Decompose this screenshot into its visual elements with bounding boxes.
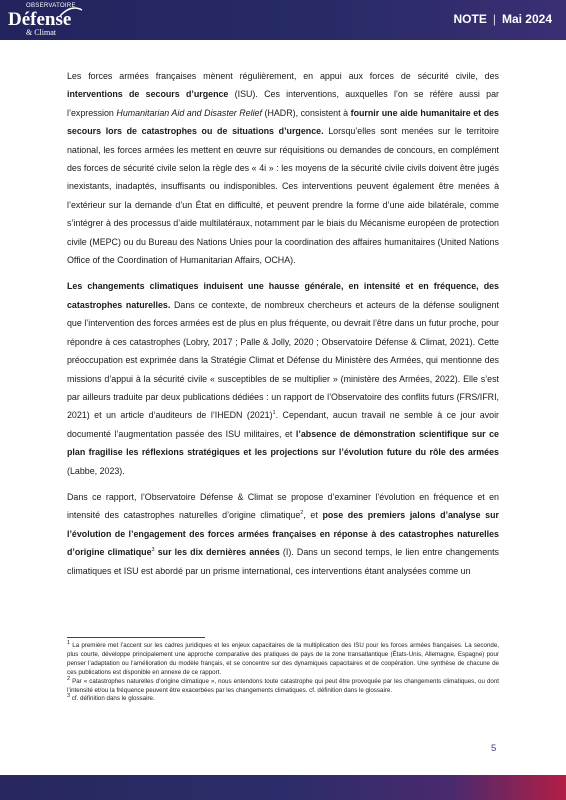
logo-observatoire-text: OBSERVATOIRE (26, 3, 76, 9)
footnote-ref-3[interactable]: 3 (151, 547, 155, 554)
footnote-1 (67, 639, 499, 678)
p2-bold-2: l’absence de démonstration scientifique sur ce plan fragilise les réflexions stratégiques et les projections sur l’évolution future du rôle des armées (67, 428, 499, 458)
paragraph-2 (67, 277, 499, 479)
p1-italic-1: Humanitarian Aid and Disaster Relief (116, 107, 262, 118)
p1-text-1: Les forces armées françaises mènent régulièrement, en appui aux forces de sécurité civile, des (67, 71, 499, 81)
page-footer-band (0, 775, 566, 800)
logo-swoosh-icon (59, 6, 83, 18)
p2-bold-1: Les changements climatiques induisent une hausse générale, en intensité et en fréquence, des catastrophes naturelles. (67, 281, 499, 310)
p3-bold-1: pose des premiers jalons d’analyse sur l’évolution de l’engagement des forces armées françaises en réponse à des catastrophes naturelles d’origine climatique (67, 510, 499, 558)
page-header (0, 0, 566, 40)
p3-text-3: (I). Dans un second temps, le lien entre changements climatiques et ISU est abordé par un prisme international, ces interventions étant analysées comme un (67, 547, 499, 576)
p2-text-3: (Labbe, 2023). (67, 465, 125, 476)
doc-type: NOTE (453, 12, 487, 26)
p1-text-3: (HADR), consistent à (261, 107, 351, 118)
page-number: 5 (491, 743, 497, 754)
footnote-text: cf. définition dans le glossaire. (70, 695, 155, 703)
logo-climat-text: & Climat (26, 28, 56, 37)
p2-text-1: Dans ce contexte, de nombreux chercheurs et acteurs de la défense soulignent que l’intervention des forces armées est de plus en plus fréquente, ou devrait l’être dans un futur proche, pour répondre à ces catastrophes (Lobry, 2017 ; Palle & Jolly, 2020 ; Observatoire Défense & Climat, 2021). Cette préoccupation est exprimée dans la Stratégie Climat et Défense du Ministère des Armées, qui mentionne des missions d’appui à la sécurité civile « susceptibles de se multiplier » (ministère des Armées, 2022). Elle s’est par ailleurs traduite par deux publications dédiées : un rapport de l’Observatoire des conflits futurs (FRS/IFRI, 2021) et un article d’auditeurs de l’IHEDN (2021) (67, 299, 500, 421)
footnote-divider (67, 637, 205, 638)
p1-bold-2: fournir une aide humanitaire et des secours lors de catastrophes ou de situations d’urgence. (67, 107, 499, 137)
footnote-text: Par « catastrophes naturelles d’origine climatique », nous entendons toute catastrophe qui peut être provoquée par les changements climatiques, ou dont l’intensité et/ou la fréquence peuvent être exacerbées par les changements climatiques. cf. définition dans le glossaire. (67, 677, 499, 694)
paragraph-3 (67, 488, 499, 580)
p1-text-4: Lorsqu’elles sont menées sur le territoire national, les forces armées les mettent en œuvre sur réquisitions ou demandes de concours, en complément des forces de sécurité civile selon la règle des « 4i » : les moyens de la sécurité civile civils doivent être jugés inexistants, inadaptés, insuffisants ou indisponibles. Ces interventions peuvent également être menées à l’extérieur sur la demande d’un État en difficulté, et peuvent prendre la forme d’une aide bilatérale, comme s’intégrer à des processus d’aide multilatéraux, notamment par le biais du Mécanisme européen de protection civile (MEPC) ou du Bureau des Nations Unies pour la coordination des affaires humanitaires (United Nations Office of the Coordination of Humanitarian Affairs, OCHA). (67, 126, 499, 266)
footnote-number: 3 (67, 693, 71, 700)
footnote-number: 1 (67, 639, 71, 646)
header-separator: | (492, 12, 496, 26)
p1-text-2: (ISU). Ces interventions, auxquelles l’on se réfère aussi par l’expression (67, 89, 499, 118)
paragraph-1 (67, 67, 499, 269)
footnote-3 (67, 695, 499, 704)
p1-bold-1: interventions de secours d’urgence (67, 89, 229, 100)
p3-bold-2: sur les dix dernières années (154, 547, 280, 558)
footnote-text: La première met l’accent sur les cadres juridiques et les enjeux capacitaires de la multiplication des ISU pour les forces armées françaises. La seconde, plus courte, développe principalement une approche comparative des pratiques de pays de la zone transatlantique (États-Unis, Allemagne, Espagne) pour penser l’adaptation ou l’amélioration du modèle français, et se concentre sur des dynamiques capacitaires et de coopération. Une synthèse de chacune de ces publications est disponible en annexe de ce rapport. (67, 642, 499, 676)
p3-text-2: , et (303, 510, 323, 521)
footnote-2 (67, 675, 499, 696)
footnote-ref-2[interactable]: 2 (300, 510, 304, 517)
footnote-ref-1[interactable]: 1 (272, 410, 276, 417)
doc-date: Mai 2024 (501, 12, 552, 26)
footnote-number: 2 (67, 675, 71, 682)
document-type-label (453, 12, 552, 26)
logo-defense-text: Défense (8, 9, 72, 30)
p2-text-2: . Cependant, aucun travail ne semble à ce jour avoir documenté l’augmentation passée des ISU militaires, et (67, 410, 500, 439)
p3-text-1: Dans ce rapport, l’Observatoire Défense & Climat se propose d’examiner l’évolution en fréquence et en intensité des catastrophes naturelles d’origine climatique (67, 491, 499, 521)
footnotes (67, 639, 499, 704)
main-content (67, 67, 499, 588)
